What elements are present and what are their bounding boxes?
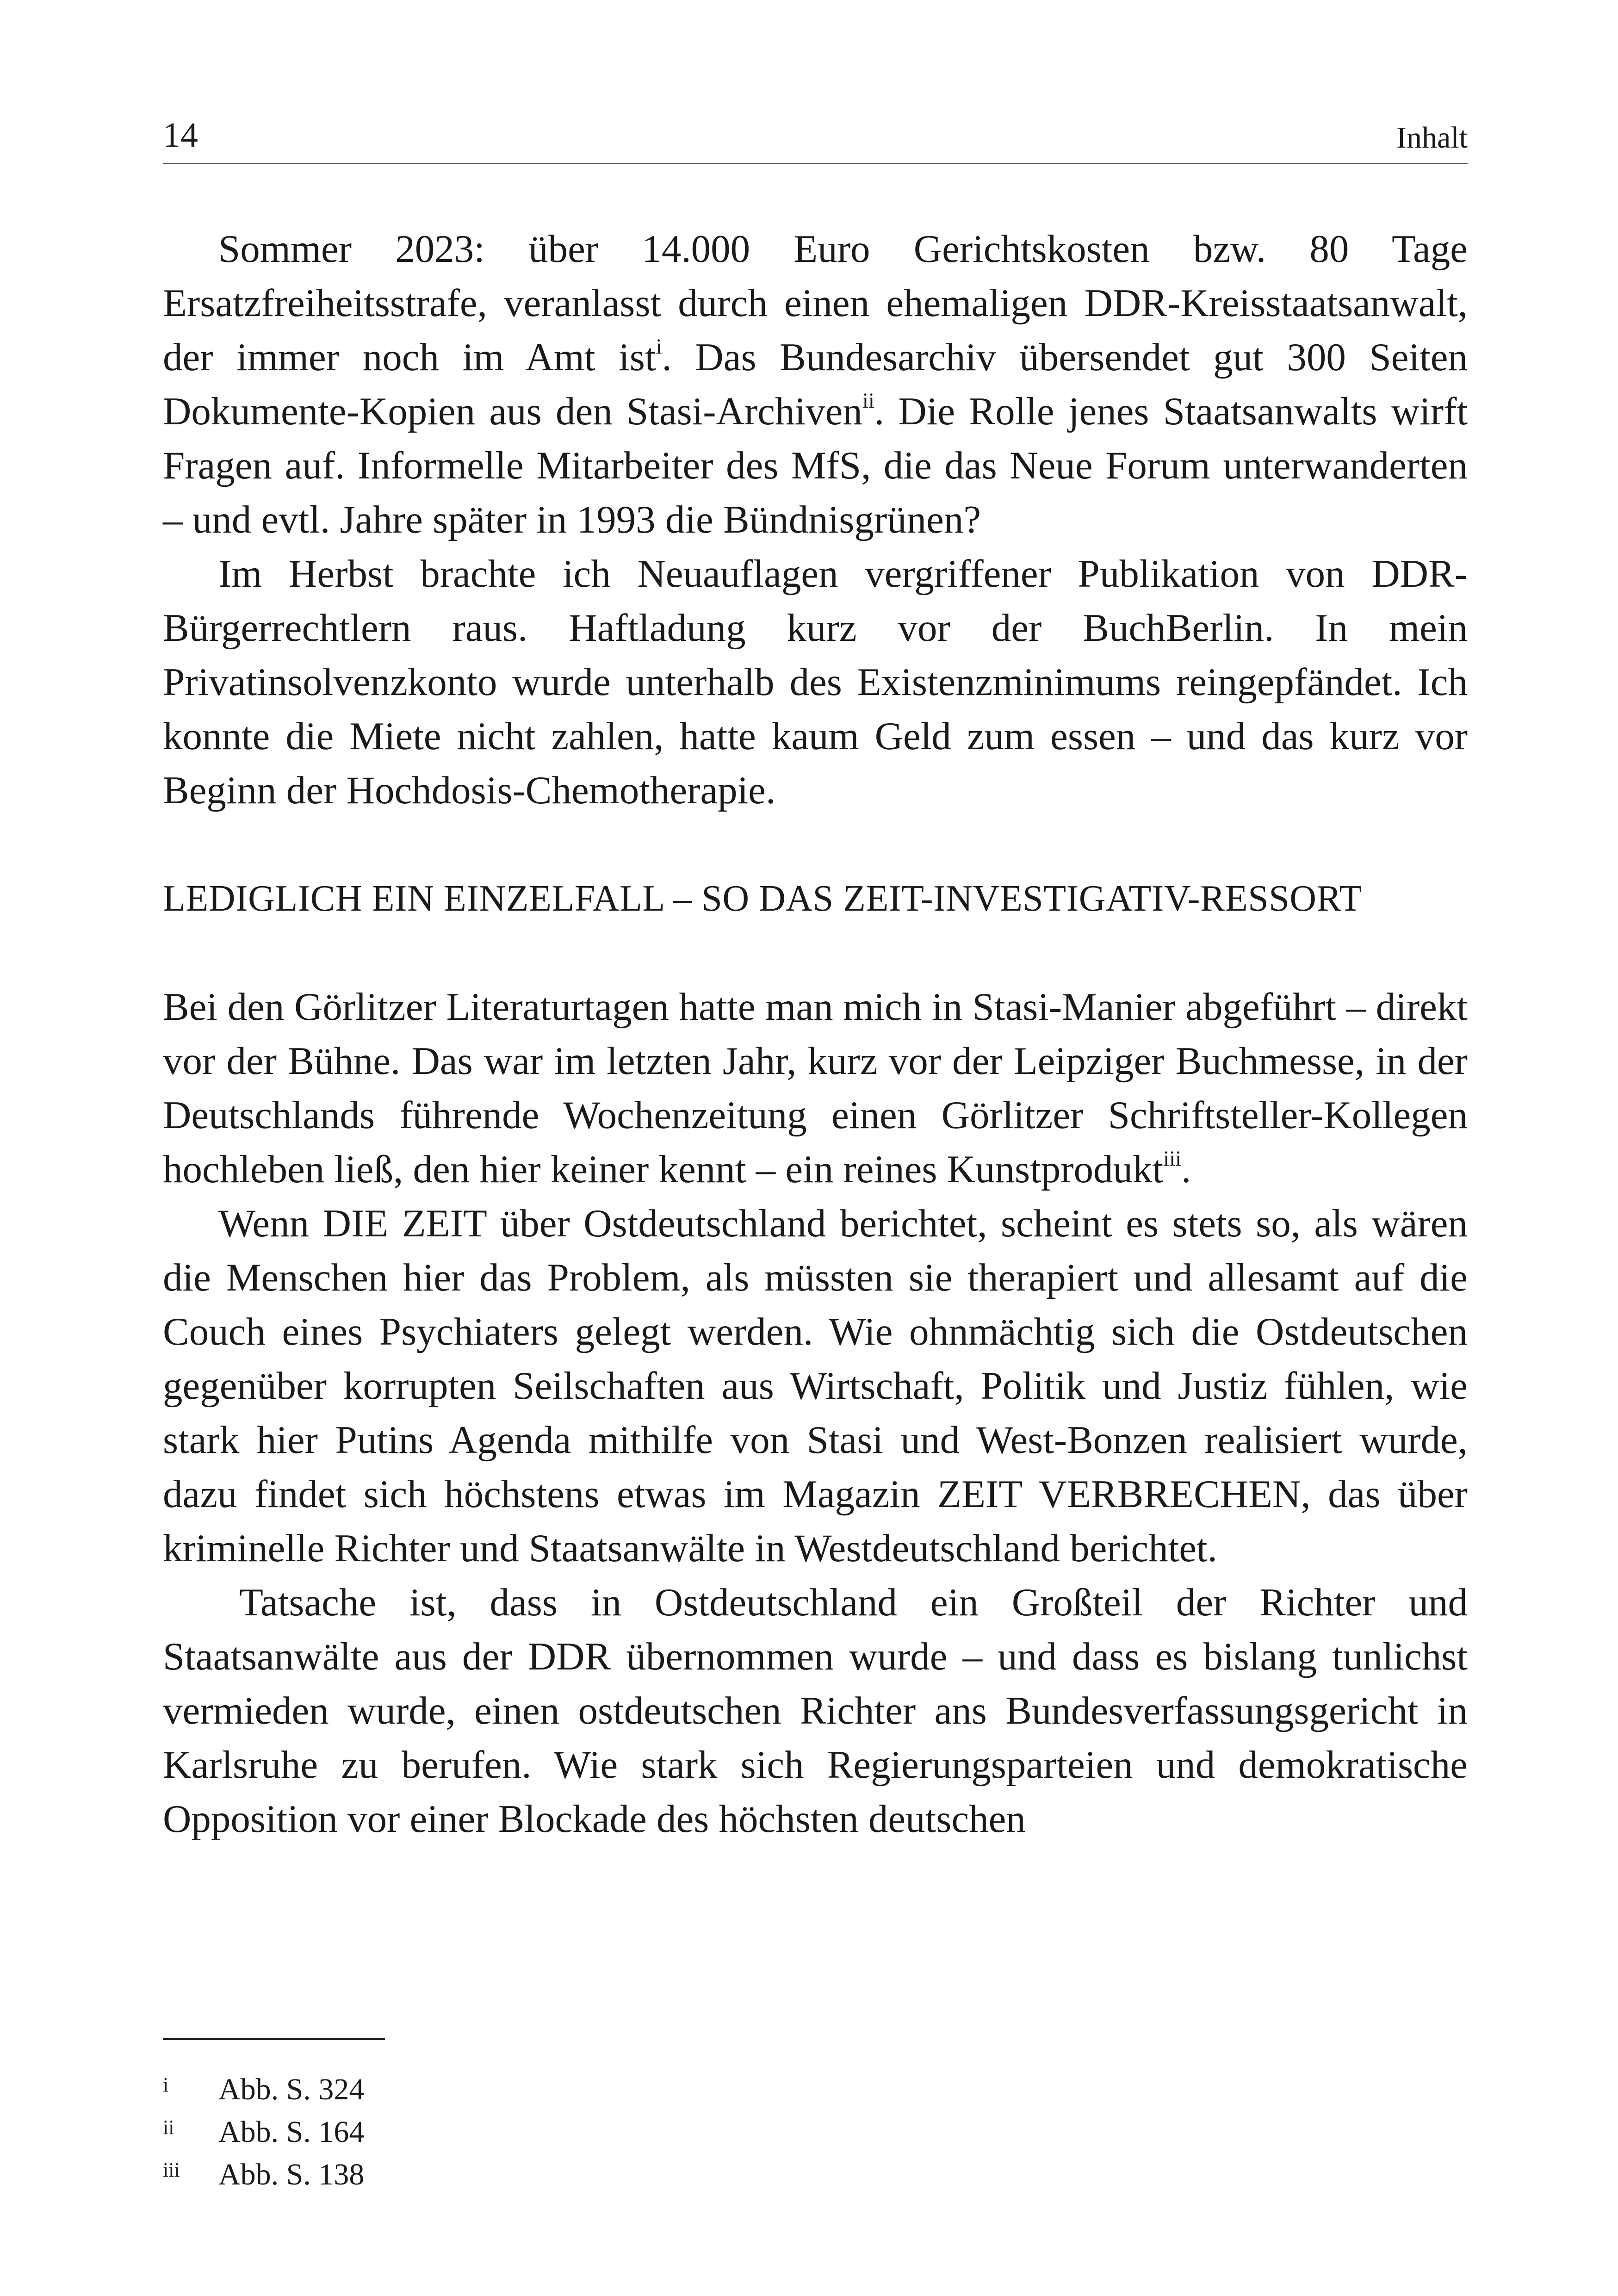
paragraph-2: Im Herbst brachte ich Neuauflagen vergriffener Publikation von DDR-Bürgerrechtlern raus. Haftladung kurz vor der BuchBerlin. In mein Privatinsolvenzkonto wurde unterhalb des Existenzminimums reingepfändet. Ich konnte die Miete nicht zahlen, hatte kaum Geld zum essen – und das kurz vor Beginn der Hochdosis-Chemotherapie. (163, 552, 1468, 812)
footnote-text: Abb. S. 138 (218, 2158, 365, 2191)
body-text (163, 222, 1468, 1846)
paragraph-4: Wenn DIE ZEIT über Ostdeutschland berichtet, scheint es stets so, als wären die Menschen hier das Problem, als müssten sie therapiert und allesamt auf die Couch eines Psychiaters gelegt werden. Wie ohnmächtig sich die Ostdeutschen gegenüber korrupten Seilschaften aus Wirtschaft, Politik und Justiz fühlen, wie stark hier Putins Agenda mithilfe von Stasi und West-Bonzen realisiert wurde, dazu findet sich höchstens etwas im Magazin ZEIT VERBRECHEN, das über kriminelle Richter und Staatsanwälte in Westdeutschland berichtet. (163, 1202, 1468, 1570)
paragraph-3-text-a: Bei den Görlitzer Literaturtagen hatte man mich in Stasi-Manier abgeführt – direkt vor der Bühne. Das war im letzten Jahr, kurz vor der Leipziger Buchmesse, in der Deutschlands führende Wochenzeitung einen Görlitzer Schriftsteller-Kollegen hochleben ließ, den hier keiner kennt – ein reines Kunstprodukt (163, 985, 1468, 1191)
paragraph-3-text-b: . (1181, 1148, 1191, 1191)
footnote-mark: iii (163, 2159, 180, 2181)
paragraph-5: Tatsache ist, dass in Ostdeutschland ein Großteil der Richter und Staatsanwälte aus der DDR übernommen wurde – und dass es bislang tunlichst vermieden wurde, einen ostdeutschen Richter ans Bundesverfassungsgericht in Karlsruhe zu berufen. Wie stark sich Regierungsparteien und demokratische Opposition vor einer Blockade des höchsten deutschen (163, 1581, 1468, 1841)
footnote (163, 2153, 718, 2196)
footnote-mark: i (163, 2073, 169, 2096)
paragraph-1 (163, 222, 1468, 547)
footnote-ref-i: i (656, 334, 662, 359)
paragraph-3 (163, 980, 1468, 1197)
footnote-ref-iii: iii (1163, 1146, 1182, 1171)
footnotes (163, 2068, 718, 2196)
paragraph-1-text-c: . Die Rolle jenes Staatsanwalts wirft Fragen auf. Informelle Mitarbeiter des MfS, die das Neue Forum unterwanderten – und evtl. Jahre später in 1993 die Bündnisgrünen? (163, 390, 1468, 541)
footnote-mark: ii (163, 2116, 174, 2139)
footnote-text: Abb. S. 324 (218, 2073, 365, 2106)
footnote-text: Abb. S. 164 (218, 2115, 365, 2149)
page-header (163, 107, 1468, 164)
paragraph-1-text-a: Sommer 2023: über 14.000 Euro Gerichtskosten bzw. 80 Tage Ersatzfreiheitsstrafe, veranlasst durch einen ehemaligen DDR-Kreisstaatsanwalt, der immer noch im Amt ist (163, 227, 1468, 379)
section-heading: LEDIGLICH EIN EINZELFALL – SO DAS ZEIT-INVESTIGATIV-RESSORT (163, 878, 1362, 919)
footnote (163, 2068, 718, 2111)
footnote (163, 2111, 718, 2153)
footnote-ref-ii: ii (862, 388, 874, 413)
paragraph-1-text-b: . Das Bundesarchiv übersendet gut 300 Seiten Dokumente-Kopien aus den Stasi-Archiven (163, 335, 1468, 433)
running-head: Inhalt (1396, 121, 1468, 155)
footnote-separator (163, 2038, 385, 2040)
page-number: 14 (163, 116, 198, 155)
